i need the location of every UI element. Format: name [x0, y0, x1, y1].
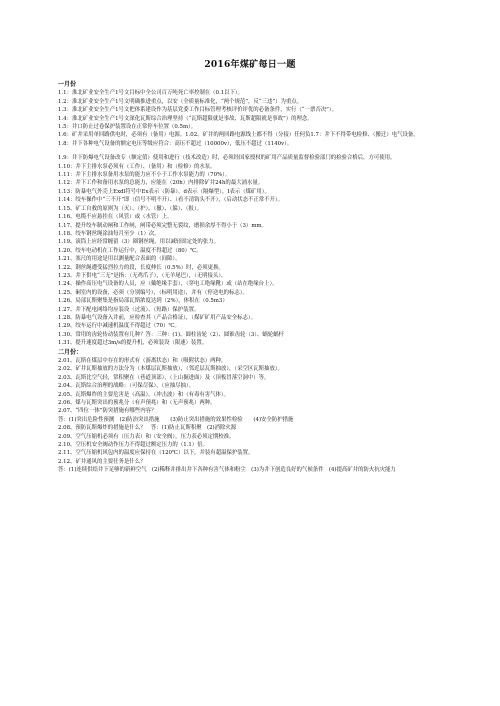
question-line: 2.01、瓦斯在煤层中存在的形式有（游离状态）和（吸附状态）两种。	[58, 358, 227, 364]
question-line: 1.17、提升绞车制动闸和工作闸，闸带必须完整无裂纹，磨损余厚不得小于（3）mm。	[58, 222, 267, 229]
question-line: 2.12、矿井通风的主要任务是什么？	[58, 458, 146, 465]
question-line: 1.25、硐室内的设备，必须（分别编号），（标明用途），并有（停送电的标志）。	[58, 289, 248, 296]
question-line: 2.08、预防瓦斯爆炸的措施是什么？ 答：(1)防止瓦斯积聚 (2)消除火源	[58, 425, 237, 432]
document-title: 2016年煤矿每日一题	[204, 60, 296, 70]
question-line: 1.14：绞车操作中“三不开”即（信号不明不开）、（看不清钩头不开），（启动状态不正常不开）。	[58, 197, 284, 204]
question-line: 2.07、“四位一体”防突措施有哪些内容？	[58, 408, 157, 415]
question-line: 1.4：淮北矿业安全生产1号文深化瓦斯综合治理坚持（“瓦斯超限就是事故、瓦斯超限就是事故”）的理念。	[58, 115, 313, 122]
question-line: 1.22、钢丝绳遭受猛烈拉力的段，长度伸长（0.5%）时，必须更换。	[58, 264, 224, 271]
question-line: 2.11、空气压缩机风包内的温度应保持在（120℃）以下，并装有超温保护装置。	[58, 450, 254, 457]
section-heading-january: 一月份	[58, 81, 77, 88]
question-line: 1.30、常用的齿轮传动装置有几种？答：三种：(1)、圆柱齿轮（2）、圆锥齿轮（3）、蜗轮蜗杆	[58, 331, 284, 338]
document-body	[58, 80, 450, 475]
question-line: 1.19、滚筒上应经常缠留（3）圈钢丝绳，用以减轻固定处的张力。	[58, 239, 219, 246]
question-block-a	[58, 89, 450, 148]
question-line: 1.15、矿工自救的原则为（灭）、（护）、（撤）、（躲）、（报）。	[58, 205, 203, 212]
question-line: 1.20、绞车电动机在工作运行中，温度不得超过（80）℃。	[58, 247, 202, 254]
question-line: 1.28、防暴电气设备入井前，应检查其（产品合格证），（煤矿矿用产品安全标志）。	[58, 314, 256, 321]
question-line: 答：(1)连续供给井下足够的新鲜空气 (2)稀释并排出井下各种有害气体和粉尘 (3)为井下创造良好的气候条件 (4)提高矿井的防火抗灾能力	[58, 467, 396, 474]
question-line: 1.8：井下各种电气设备的额定电压等级应符合：高压不超过（10000v），低压不超过（1140v）。	[58, 140, 293, 147]
question-line: 1.9：井下防爆电气设备改专（额定值）使用和进行（技术改造）时，必须经国家授权的矿用产品质量监督检验部门的检验合格后，方可使用。	[58, 155, 396, 162]
question-line: 2.06、煤与瓦斯突出的预兆分（有声预兆）和（无声预兆）两种。	[58, 400, 216, 407]
question-line: 2.02、矿井瓦斯抽放的方法分为（本煤层瓦斯抽放），（邻近层瓦斯抽放），（采空区瓦斯抽放）。	[58, 366, 283, 373]
question-line: 2.05、瓦斯爆炸的主要危害是（高温），（冲击波）和（有毒有害气体）。	[58, 391, 230, 398]
question-block-b	[58, 154, 450, 347]
question-line: 1.3：淮北矿业安全生产1号文把体系建设作为基层党委工作目标管理考核评价评优的必备条件，实行（“一票否决”）。	[58, 107, 337, 114]
question-line: 1.10：井下主排水泵必须有（工作）、（备用）和（检修）的水泵。	[58, 163, 216, 170]
question-line: 1.2：淮北矿业安全生产1号文明确推进重点，以安（全质量标准化，“两个规范”，反“三违”）为重点。	[58, 98, 303, 105]
question-line: 2.03、瓦斯比空气轻，常积聚在（巷道顶部），（上山掘进面）及（顶板冒落空洞中）等。	[58, 374, 270, 381]
question-line: 1.23、井下供电“三无”是指：（无鸡爪子），（无羊尾巴），（无明接头）。	[58, 272, 227, 279]
question-line: 1.1：淮北矿业安全生产1号文目标中全公司百万吨死亡率控制在（0.1以下）。	[58, 90, 243, 97]
question-line: 1.5：井口防止过卷保护装置设在正常停车位置（0.5m）。	[58, 124, 197, 131]
question-line: 2.04、瓦斯综合治理的战略：（可保尽保），（应抽尽抽）。	[58, 383, 194, 390]
question-line: 1.21、塞尺的用途是用以测量配合表面的（间隙）。	[58, 256, 181, 263]
question-line: 1.11：井下主排水泵备用水泵的能力应不小于工作水泵能力的（70%）。	[58, 172, 231, 179]
question-line: 1.16、电缆不应悬挂在（风管）或（水管）上。	[58, 214, 173, 221]
question-line: 1.24、操作高压电气设备的人员，应（戴绝缘手套），（穿电工绝缘靴）或（站在绝缘台上）。	[58, 281, 278, 288]
question-block-c	[58, 357, 450, 475]
question-line: 答：(1)突出危险性预测 (2)防治突出措施 (3)防止突出措施的效果性检验 (4)安全防护措施	[58, 416, 294, 423]
question-line: 2.10、空压机安全阀动作压力不得超过额定压力的（1.1）倍。	[58, 442, 208, 449]
question-line: 1.31、提升速度超过3m/s的提升机，必须装设（限速）装置。	[58, 340, 208, 347]
question-line: 1.27、井下配电网络均应装设（过流）、（短路）保护装置。	[58, 306, 200, 313]
question-line: 1.6：矿井采用单回路供电时，必须有（备用）电源。1.02、矿井的两回路电源线上都不得（分接）任何负1.7：井下不得带电检修、（搬迁）电气设备。	[58, 132, 419, 139]
question-line: 1.26、局部瓦斯聚集是指局部瓦斯浓度达到（2%），体积在（0.5m3）	[58, 298, 228, 305]
question-line: 1.29、绞车运行中减速机温度不得超过（70）℃。	[58, 323, 180, 330]
section-heading-february: 二月份：	[58, 348, 83, 356]
question-line: 2.09、空气压缩机必须有（压力表）和（安全阀），压力表必须定期校准。	[58, 433, 235, 440]
question-line: 1.12：井下工作和备用水泵的总能力，应能在（20h）内排除矿井24h的最大涌水量。	[58, 180, 264, 187]
question-line: 1.13：防暴电气外壳上Exdl符号中Ex表示（防暴），d表示（隔爆型），I表示（煤矿用）。	[58, 188, 270, 195]
question-line: 1.18、绞车钢丝绳涂油每月至少（1）次。	[58, 230, 160, 237]
